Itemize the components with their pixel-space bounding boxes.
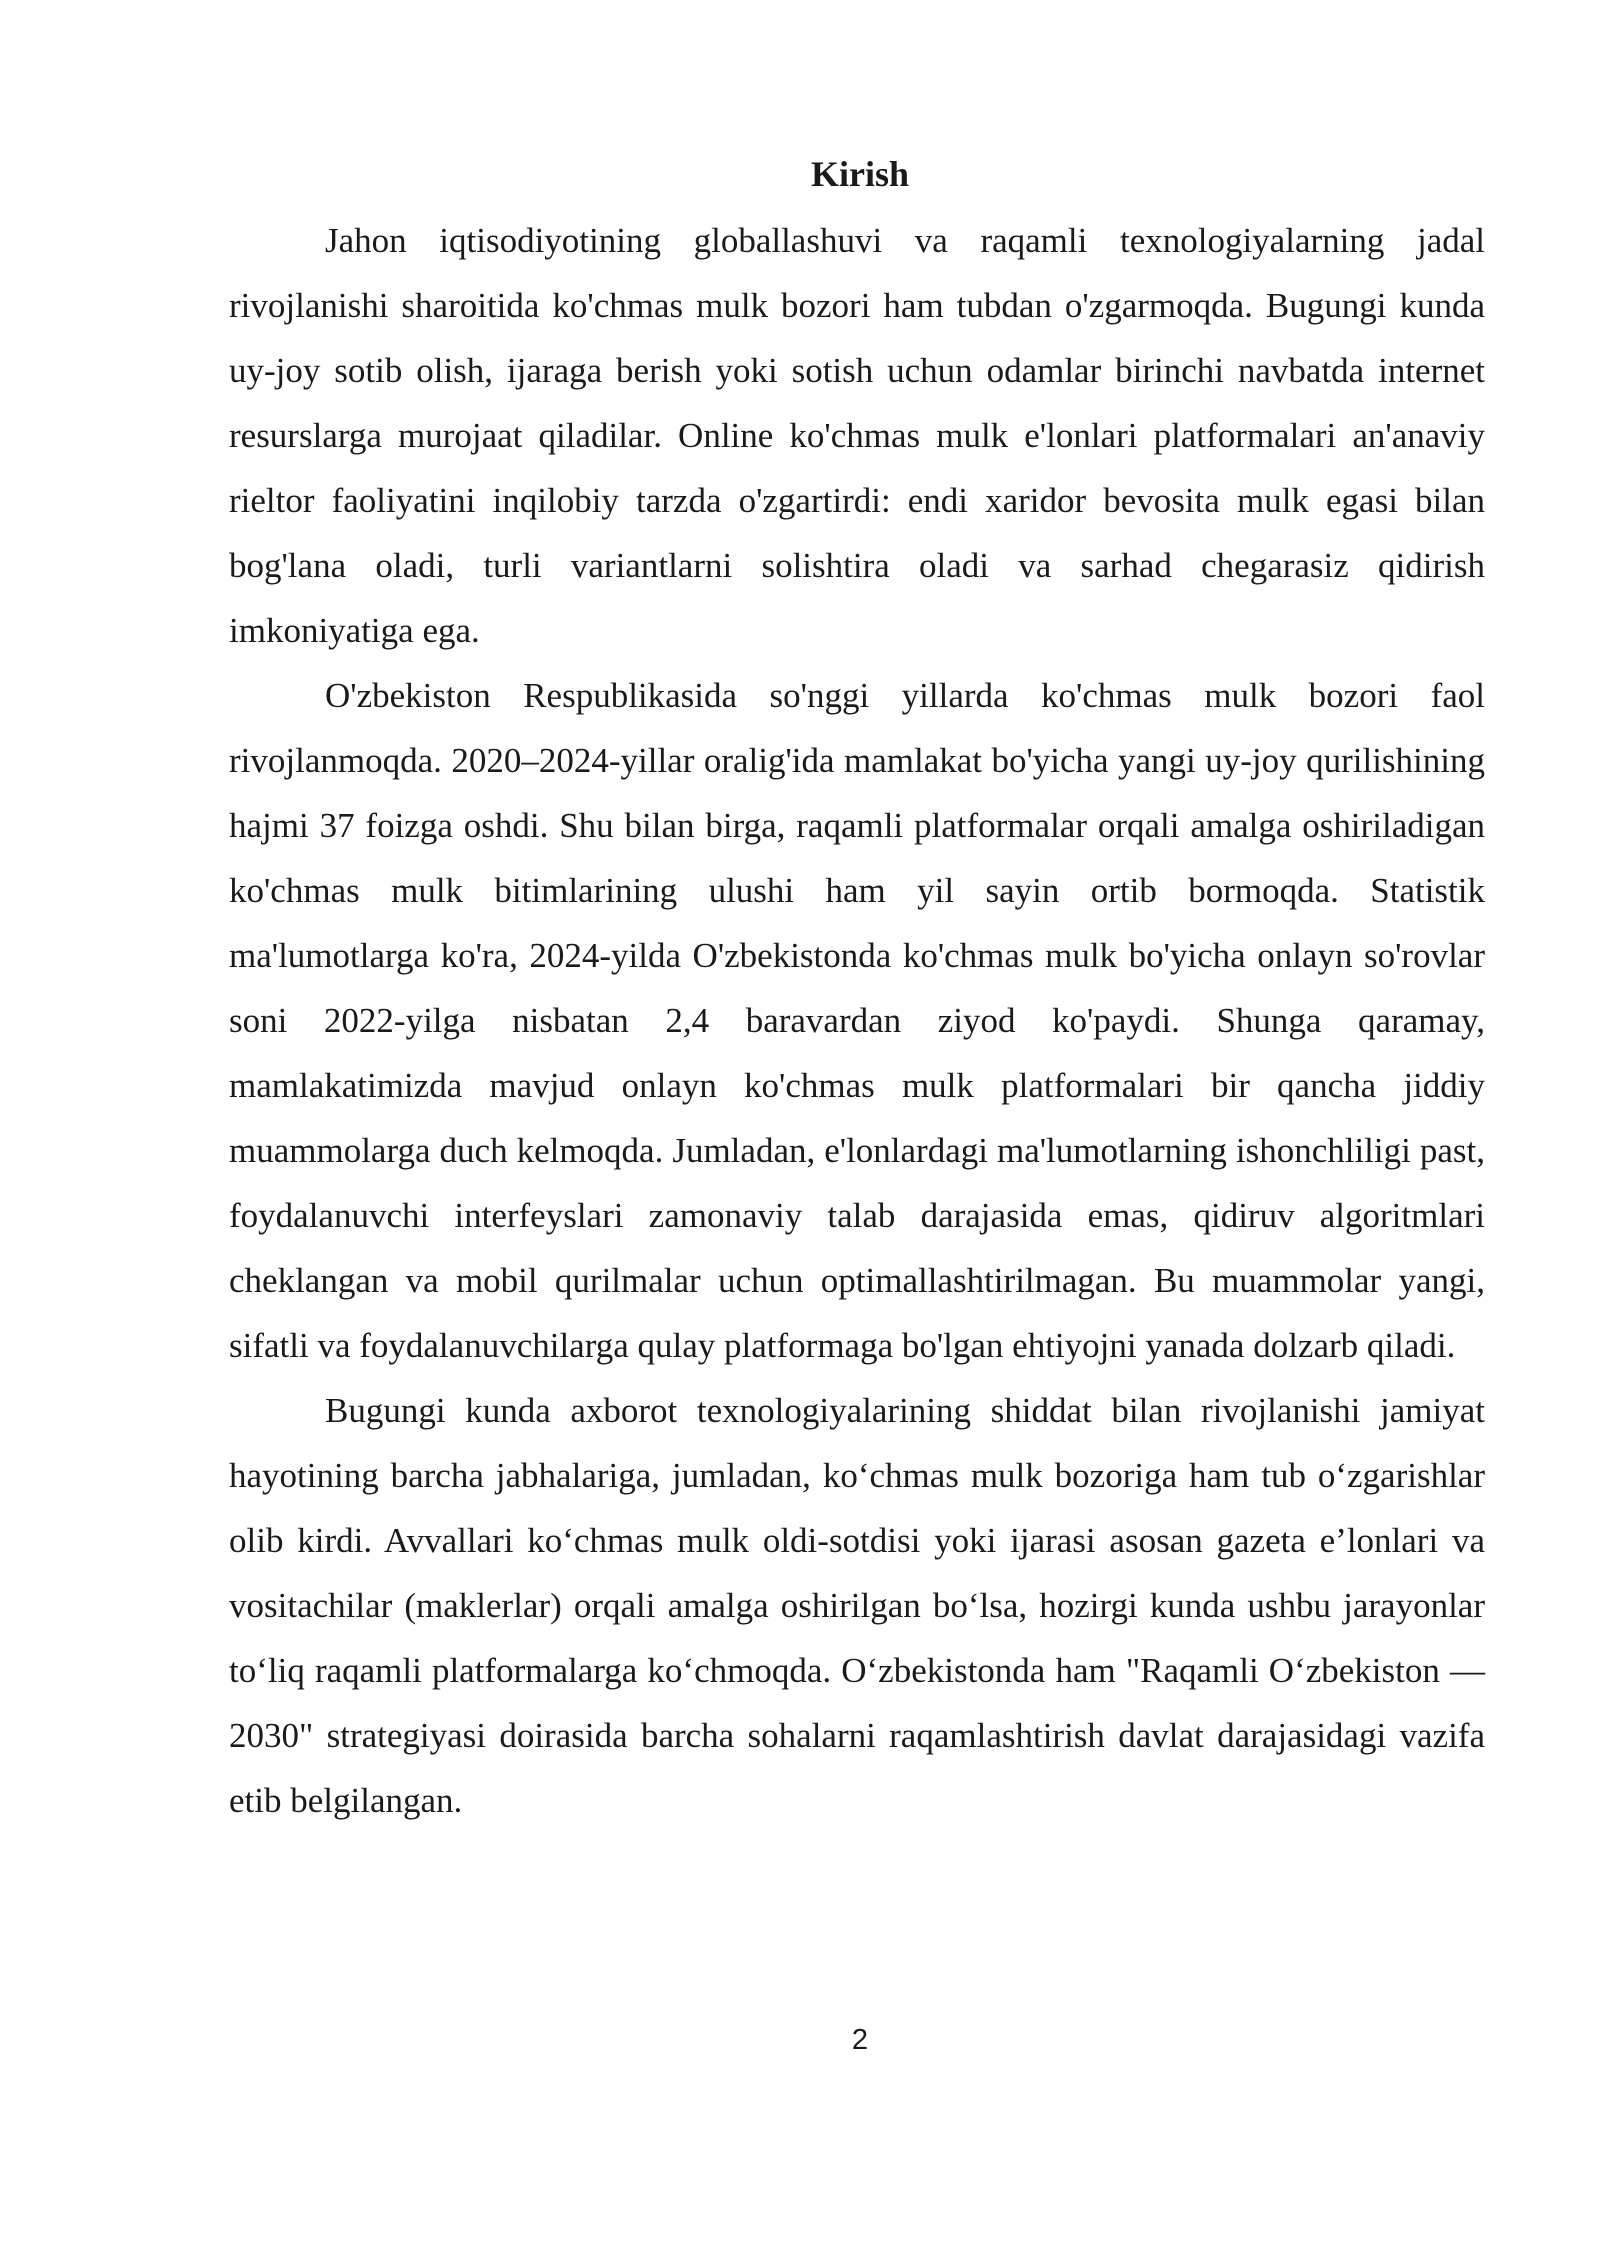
- paragraph-1: Jahon iqtisodiyotining globallashuvi va raqamli texnologiyalarning jadal rivojlanishi sharoitida ko'chmas mulk bozori ham tubdan o'zgarmoqda. Bugungi kunda uy-joy sotib olish, ijaraga berish yoki sotish uchun odamlar birinchi navbatda internet resurslarga murojaat qiladilar. Online ko'chmas mulk e'lonlari platformalari an'anaviy rieltor faoliyatini inqilobiy tarzda o'zgartirdi: endi xaridor bevosita mulk egasi bilan bog'lana oladi, turli variantlarni solishtira oladi va sarhad chegarasiz qidirish imkoniyatiga ega.: [229, 221, 1485, 650]
- body-text: [229, 208, 1485, 1833]
- page-number: 2: [851, 2024, 869, 2056]
- section-heading: Kirish: [810, 154, 909, 194]
- paragraph-3: Bugungi kunda axborot texnologiyalarining shiddat bilan rivojlanishi jamiyat hayotining barcha jabhalariga, jumladan, ko‘chmas mulk bozoriga ham tub o‘zgarishlar olib kirdi. Avvallari ko‘chmas mulk oldi-sotdisi yoki ijarasi asosan gazeta e’lonlari va vositachilar (maklerlar) orqali amalga oshirilgan bo‘lsa, hozirgi kunda ushbu jarayonlar to‘liq raqamli platformalarga ko‘chmoqda. O‘zbekistonda ham "Raqamli O‘zbekiston — 2030" strategiyasi doirasida barcha sohalarni raqamlashtirish davlat darajasidagi vazifa etib belgilangan.: [229, 1391, 1485, 1820]
- paragraph-2: O'zbekiston Respublikasida so'nggi yillarda ko'chmas mulk bozori faol rivojlanmoqda. 2020–2024-yillar oralig'ida mamlakat bo'yicha yangi uy-joy qurilishining hajmi 37 foizga oshdi. Shu bilan birga, raqamli platformalar orqali amalga oshiriladigan ko'chmas mulk bitimlarining ulushi ham yil sayin ortib bormoqda. Statistik ma'lumotlarga ko'ra, 2024-yilda O'zbekistonda ko'chmas mulk bo'yicha onlayn so'rovlar soni 2022-yilga nisbatan 2,4 baravardan ziyod ko'paydi. Shunga qaramay, mamlakatimizda mavjud onlayn ko'chmas mulk platformalari bir qancha jiddiy muammolarga duch kelmoqda. Jumladan, e'lonlardagi ma'lumotlarning ishonchliligi past, foydalanuvchi interfeyslari zamonaviy talab darajasida emas, qidiruv algoritmlari cheklangan va mobil qurilmalar uchun optimallashtirilmagan. Bu muammolar yangi, sifatli va foydalanuvchilarga qulay platformaga bo'lgan ehtiyojni yanada dolzarb qiladi.: [229, 676, 1485, 1365]
